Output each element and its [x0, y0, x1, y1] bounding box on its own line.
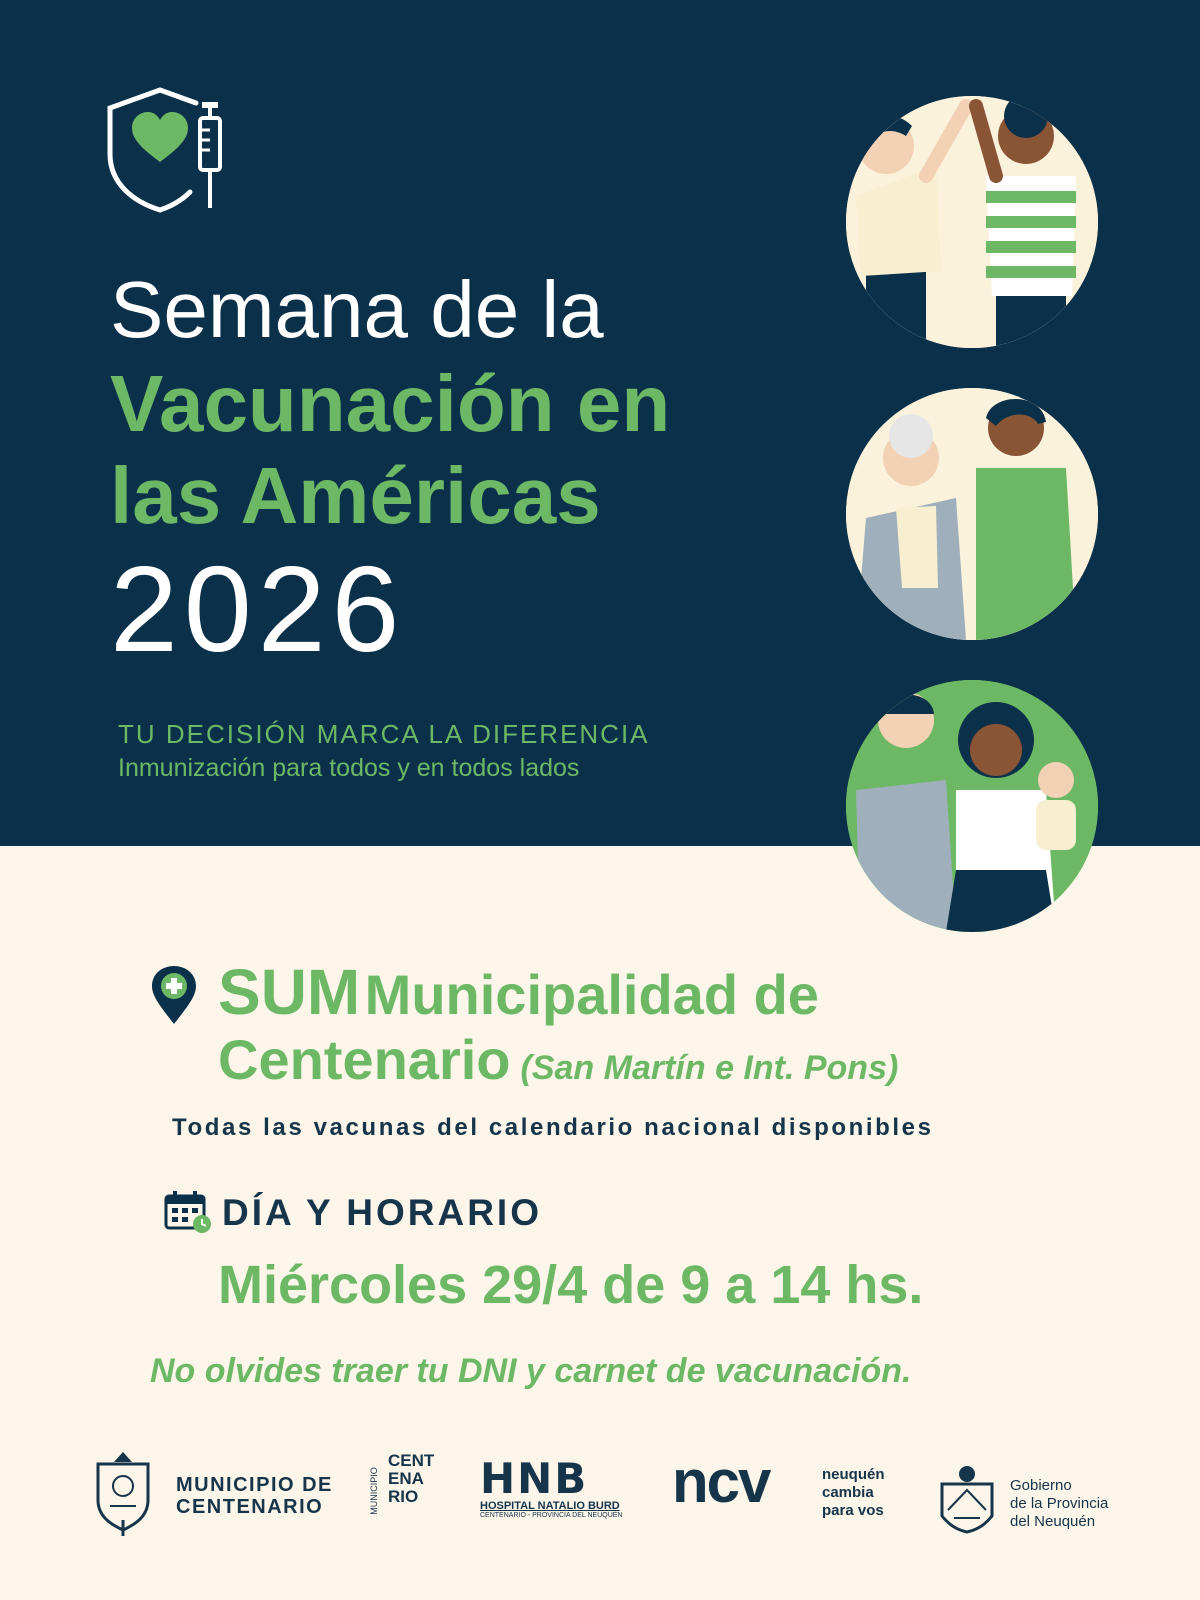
title-year: 2026 [110, 541, 406, 677]
location-address: (San Martín e Int. Pons) [520, 1049, 899, 1087]
location-municipalidad: Municipalidad de [364, 963, 819, 1026]
calendar-clock-icon [164, 1190, 212, 1234]
ncv-tagline [822, 1466, 885, 1520]
illustration-family [846, 680, 1098, 932]
vertical-logo-big: CENTENARIO [388, 1451, 435, 1506]
gob-line-1: Gobierno [1010, 1477, 1072, 1494]
gob-line-3: del Neuquén [1010, 1513, 1096, 1530]
hospital-sub: CENTENARIO - PROVINCIA DEL NEUQUÉN [480, 1512, 623, 1519]
title-line-3: las Américas [110, 451, 601, 540]
municipio-logo-text [176, 1474, 333, 1518]
vaccines-note: Todas las vacunas del calendario nacional disponibles [172, 1114, 934, 1141]
municipio-line-1: MUNICIPIO DE [176, 1474, 333, 1496]
location-name-line-1 [218, 956, 819, 1028]
ncv-logo: ncv [672, 1448, 770, 1515]
ncv-line-1: neuquén [822, 1466, 885, 1483]
schedule-datetime: Miércoles 29/4 de 9 a 14 hs. [218, 1255, 924, 1315]
vertical-logo-small: MUNICIPIO [368, 1467, 379, 1515]
municipio-coat-of-arms-icon [92, 1450, 154, 1538]
gobierno-logo-text [1010, 1477, 1108, 1531]
slogan-line-1: TU DECISIÓN MARCA LA DIFERENCIA [118, 719, 650, 749]
hospital-logo [480, 1454, 628, 1519]
reminder-text: No olvides traer tu DNI y carnet de vacunación. [150, 1352, 912, 1390]
location-sum: SUM [218, 956, 361, 1028]
hospital-name: HOSPITAL NATALIO BURD [480, 1500, 620, 1512]
title-line-2: Vacunación en [110, 359, 671, 448]
location-name-line-2 [218, 1028, 899, 1091]
hospital-abbr: HNB [480, 1454, 589, 1503]
slogan-line-2: Inmunización para todos y en todos lados [118, 754, 580, 782]
municipio-vertical-logo [368, 1451, 438, 1532]
ncv-line-3: para vos [822, 1502, 884, 1519]
provincia-coat-of-arms-icon [934, 1460, 1000, 1534]
illustration-children [846, 96, 1098, 348]
municipio-line-2: CENTENARIO [176, 1496, 324, 1518]
location-pin-cross-icon [150, 964, 198, 1026]
gob-line-2: de la Provincia [1010, 1495, 1109, 1512]
ncv-line-2: cambia [822, 1484, 874, 1501]
title-line-1: Semana de la [110, 265, 604, 354]
shield-heart-syringe-icon [104, 84, 236, 216]
illustration-elder-caregiver [846, 388, 1098, 640]
location-centenario: Centenario [218, 1028, 511, 1091]
schedule-heading: DÍA Y HORARIO [222, 1192, 542, 1233]
